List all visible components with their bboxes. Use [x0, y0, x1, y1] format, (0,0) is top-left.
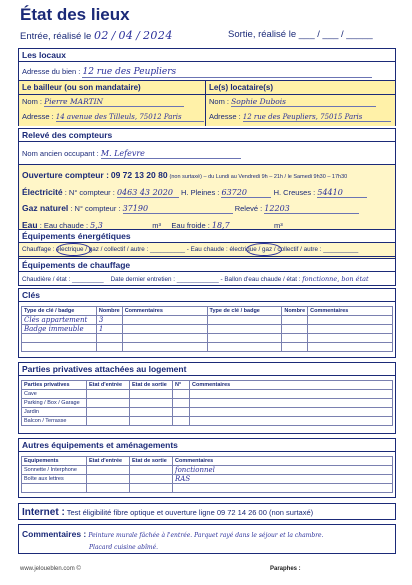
eau-froide-unit: m³: [273, 221, 283, 230]
table-cell[interactable]: [22, 334, 97, 343]
eau-chaude-field[interactable]: 5,3: [90, 221, 150, 231]
internet-text[interactable]: Test éligibilité fibre optique et ouverture ligne 09 72 14 26 00 (non surtaxé): [66, 508, 314, 517]
table-cell[interactable]: [96, 343, 122, 352]
address-label: Adresse du bien :: [22, 67, 81, 76]
entretien-field[interactable]: Date dernier entretien : ____________: [110, 276, 219, 283]
cles-col: Nombre: [96, 307, 122, 316]
address-row: [22, 67, 372, 78]
internet-row: [22, 507, 313, 518]
ouverture-row: [22, 170, 347, 180]
entry-month[interactable]: 04: [118, 29, 134, 42]
autres-heading: Autres équipements et aménagements: [19, 439, 395, 452]
table-cell[interactable]: [207, 343, 282, 352]
cles-col: Type de clé / badge: [22, 307, 97, 316]
table-cell[interactable]: [308, 316, 393, 325]
locaux-section: [18, 48, 396, 126]
cles-section: [18, 288, 396, 358]
table-cell[interactable]: [282, 316, 308, 325]
privatives-col: Etat d'entrée: [87, 381, 130, 390]
table-cell[interactable]: [87, 408, 130, 417]
privatives-header-row: [22, 381, 393, 390]
ouverture-note: (non surtaxé) – du Lundi au Vendredi 9h – 21h / le Samedi 9h30 – 17h30: [169, 174, 348, 180]
table-cell[interactable]: [87, 417, 130, 426]
entry-day[interactable]: 02: [93, 29, 109, 42]
table-row: [22, 484, 393, 493]
gaz-label: Gaz naturel: [22, 203, 69, 213]
table-cell[interactable]: [122, 343, 207, 352]
table-cell[interactable]: [87, 484, 130, 493]
ouverture-label: Ouverture compteur :: [22, 170, 109, 180]
table-cell[interactable]: [282, 334, 308, 343]
hc-field[interactable]: 54410: [317, 188, 367, 198]
locataire-heading: Le(s) locataire(s): [206, 81, 395, 95]
autres-col: Etat de sortie: [130, 457, 173, 466]
dates-row: [20, 29, 396, 45]
table-cell[interactable]: [207, 325, 282, 334]
commentaires-row: [22, 529, 324, 539]
table-cell[interactable]: [190, 417, 393, 426]
exit-label: Sortie, réalisé le: [228, 29, 297, 40]
compteurs-heading: Relevé des compteurs: [19, 129, 395, 142]
table-cell[interactable]: [87, 475, 130, 484]
eau-froide-label: Eau froide :: [171, 221, 210, 230]
table-cell: Balcon / Terrasse: [22, 417, 87, 426]
commentaires-section: [18, 524, 396, 554]
table-cell[interactable]: [130, 390, 173, 399]
table-cell[interactable]: [308, 334, 393, 343]
table-cell[interactable]: Badge immeuble: [22, 325, 97, 334]
table-cell[interactable]: [173, 408, 190, 417]
commentaires-label: Commentaires :: [22, 529, 87, 539]
locaux-heading: Les locaux: [19, 49, 395, 62]
table-row: [22, 417, 393, 426]
exit-blank[interactable]: ___ / ___ / _____: [298, 29, 373, 40]
footer-site[interactable]: www.jeloueblen.com ©: [20, 566, 81, 572]
internet-label: Internet :: [22, 507, 65, 518]
table-cell[interactable]: [122, 325, 207, 334]
gaz-releve-field[interactable]: 12203: [264, 204, 359, 214]
ballon-label: - Ballon d'eau chaude / état :: [220, 276, 301, 283]
chauffage-line: [22, 275, 369, 283]
autres-col: Commentaires: [173, 457, 393, 466]
internet-section: [18, 503, 396, 520]
electricite-num-field[interactable]: 0463 43 2020: [117, 188, 179, 198]
paraphes-label: Paraphes :: [270, 566, 301, 572]
locataire-box: [206, 80, 395, 126]
bailleur-nom-label: Nom :: [22, 97, 43, 106]
exit-date: [228, 29, 373, 40]
table-cell[interactable]: [130, 475, 173, 484]
table-cell[interactable]: 1: [96, 325, 122, 334]
ancien-occupant-field[interactable]: M. Lefevre: [101, 149, 241, 159]
entry-date: Entrée, réalisé le 02 / 04 / 2024: [20, 29, 173, 42]
privatives-section: [18, 362, 396, 434]
table-row: [22, 325, 393, 334]
eau-chaude-label: : Eau chaude :: [39, 221, 89, 230]
bailleur-adresse-label: Adresse :: [22, 112, 54, 121]
electricite-label: Électricité: [22, 187, 63, 197]
circle-mark-eau-chaude: [246, 243, 282, 256]
table-row: [22, 334, 393, 343]
table-cell[interactable]: Clés appartement: [22, 316, 97, 325]
table-cell[interactable]: [190, 408, 393, 417]
table-cell[interactable]: [130, 466, 173, 475]
table-cell[interactable]: [282, 325, 308, 334]
table-cell[interactable]: [282, 343, 308, 352]
hc-label: H. Creuses :: [273, 188, 316, 197]
table-cell[interactable]: [130, 484, 173, 493]
privatives-table: [21, 380, 393, 426]
cles-col: Commentaires: [122, 307, 207, 316]
table-cell[interactable]: [122, 334, 207, 343]
table-cell[interactable]: [87, 466, 130, 475]
cles-col: Type de clé / badge: [207, 307, 282, 316]
electricite-row: [22, 187, 367, 198]
table-cell[interactable]: [22, 484, 87, 493]
page-title: État des lieux: [20, 5, 130, 24]
table-row: [22, 399, 393, 408]
autres-col: Etat d'entrée: [87, 457, 130, 466]
bailleur-heading: Le bailleur (ou son mandataire): [19, 81, 205, 95]
table-cell[interactable]: [207, 334, 282, 343]
cles-col: Nombre: [282, 307, 308, 316]
table-cell[interactable]: [207, 316, 282, 325]
table-cell: Boîte aux lettres: [22, 475, 87, 484]
eau-label: Eau: [22, 220, 38, 230]
autres-header-row: [22, 457, 393, 466]
cles-table: [21, 306, 393, 352]
locataire-adresse-field[interactable]: 12 rue des Peupliers, 75015 Paris: [243, 113, 391, 122]
table-row: [22, 408, 393, 417]
commentaires-line2[interactable]: Placard cuisine abîmé.: [89, 544, 159, 551]
table-cell[interactable]: [130, 408, 173, 417]
gaz-num-label: : N° compteur :: [70, 204, 121, 213]
privatives-col: N°: [173, 381, 190, 390]
entry-year[interactable]: 2024: [142, 29, 173, 42]
table-cell: Jardin: [22, 408, 87, 417]
privatives-col: Commentaires: [190, 381, 393, 390]
electricite-num-label: : N° compteur :: [64, 188, 115, 197]
table-cell[interactable]: [308, 325, 393, 334]
gaz-releve-label: Relevé :: [234, 204, 263, 213]
autres-section: [18, 438, 396, 498]
autres-table: [21, 456, 393, 493]
table-cell[interactable]: [96, 334, 122, 343]
gaz-row: [22, 203, 359, 214]
autres-col: Equipements: [22, 457, 87, 466]
privatives-col: Etat de sortie: [130, 381, 173, 390]
table-cell[interactable]: [308, 343, 393, 352]
eau-chaude-unit: m³: [152, 221, 161, 230]
table-cell[interactable]: [87, 399, 130, 408]
table-row: [22, 390, 393, 399]
table-cell[interactable]: RAS: [173, 475, 393, 484]
table-cell[interactable]: [173, 484, 393, 493]
chauffage-heading: Équipements de chauffage: [19, 259, 395, 272]
table-cell[interactable]: [190, 399, 393, 408]
hp-label: H. Pleines :: [181, 188, 220, 197]
eau-froide-field[interactable]: 18,7: [212, 221, 272, 231]
chauffage-section: [18, 258, 396, 286]
table-cell[interactable]: fonctionnel: [173, 466, 393, 475]
cles-heading: Clés: [19, 289, 395, 302]
table-cell[interactable]: [190, 390, 393, 399]
privatives-heading: Parties privatives attachées au logement: [19, 363, 395, 376]
table-cell[interactable]: [130, 417, 173, 426]
bailleur-box: [19, 80, 206, 126]
ancien-occupant-label: Nom ancien occupant :: [22, 149, 99, 158]
cles-col: Commentaires: [308, 307, 393, 316]
gaz-num-field[interactable]: 37190: [123, 204, 233, 214]
entry-label: Entrée, réalisé le: [20, 31, 92, 42]
bailleur-nom-field[interactable]: Pierre MARTIN: [44, 97, 184, 107]
locataire-nom-field[interactable]: Sophie Dubois: [231, 97, 376, 107]
table-cell[interactable]: [173, 399, 190, 408]
ouverture-phone[interactable]: 09 72 13 20 80: [110, 170, 168, 180]
energetiques-line[interactable]: Chauffage : électrique / gaz / collectif / autre : __________ - Eau chaude : électrique / gaz / collectif / autre : __________: [22, 246, 359, 253]
table-cell[interactable]: [173, 417, 190, 426]
table-row: [22, 475, 393, 484]
locataire-nom-label: Nom :: [209, 97, 230, 106]
locataire-adresse-label: Adresse :: [209, 112, 241, 121]
table-cell: Sonnette / Interphone: [22, 466, 87, 475]
table-cell[interactable]: [122, 316, 207, 325]
table-cell[interactable]: [130, 399, 173, 408]
ancien-occupant-row: [22, 149, 241, 159]
commentaires-line1[interactable]: Peinture murale fâchée à l'entrée. Parquet rayé dans le séjour et la chambre.: [88, 532, 324, 539]
circle-mark-chauffage: [56, 243, 91, 256]
address-field[interactable]: 12 rue des Peupliers: [82, 67, 372, 78]
table-cell[interactable]: [87, 390, 130, 399]
table-cell: Parking / Box / Garage: [22, 399, 87, 408]
table-row: [22, 343, 393, 352]
table-cell[interactable]: [173, 390, 190, 399]
bailleur-adresse-field[interactable]: 14 avenue des Tilleuls, 75012 Paris: [56, 113, 204, 122]
energetiques-heading: Équipements énergétiques: [19, 230, 395, 243]
commentaires-row-2: [89, 542, 158, 551]
cles-header-row: [22, 307, 393, 316]
table-cell[interactable]: 3: [96, 316, 122, 325]
table-cell[interactable]: [22, 343, 97, 352]
table-row: [22, 466, 393, 475]
table-cell: Cave: [22, 390, 87, 399]
chaudiere-field[interactable]: Chaudière / état : _________: [22, 276, 104, 283]
privatives-col: Parties privatives: [22, 381, 87, 390]
table-row: [22, 316, 393, 325]
ballon-field[interactable]: fonctionne, bon état: [302, 275, 369, 283]
hp-field[interactable]: 63720: [221, 188, 271, 198]
